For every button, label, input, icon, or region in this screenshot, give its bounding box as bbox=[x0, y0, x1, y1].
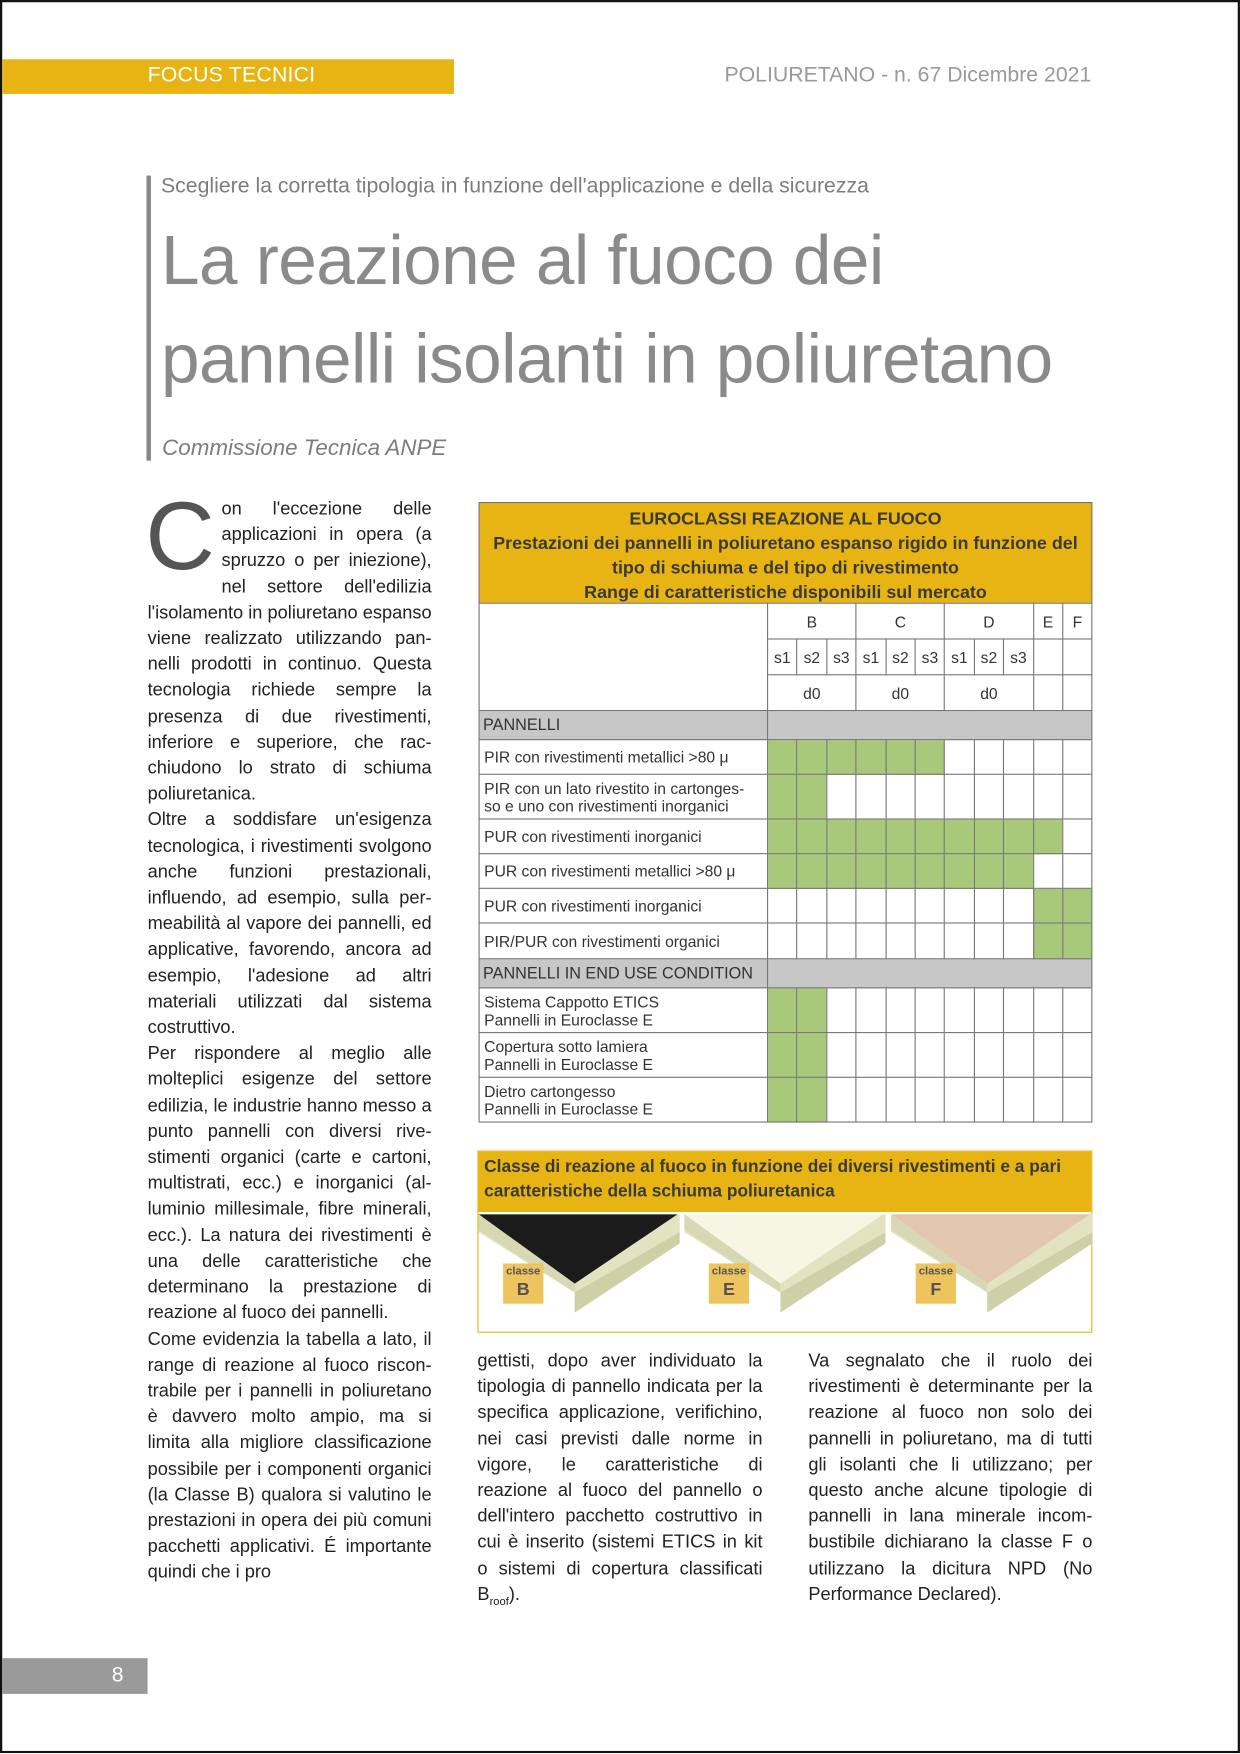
class-cell-filled bbox=[768, 1077, 798, 1122]
class-cell-empty bbox=[945, 740, 975, 775]
table-row bbox=[479, 923, 1092, 959]
class-cell-filled bbox=[945, 819, 975, 854]
class-cell-empty bbox=[886, 1033, 916, 1078]
class-cell-empty bbox=[768, 888, 798, 923]
class-cell-empty bbox=[945, 988, 975, 1033]
droplet-header: d0 bbox=[945, 675, 1034, 711]
table-row bbox=[479, 603, 1092, 639]
section-fill bbox=[768, 711, 1093, 740]
class-cell-empty bbox=[974, 988, 1004, 1033]
class-cell-filled bbox=[768, 1033, 798, 1078]
class-cell-empty bbox=[827, 1077, 857, 1122]
class-cell-empty bbox=[1063, 988, 1093, 1033]
paragraph: Come evidenzia la tabella a lato, il range di reazione al fuoco riscontrabile per i pannelli in poliuretano è davvero molto ampio, ma si limita alla migliore classificazione possibile per i componenti organici (la Classe B) qualora si valutino le prestazioni in opera dei più comuni pacchetti applicativi. É importante quindi che i pro bbox=[147, 1328, 432, 1583]
table-row bbox=[479, 1033, 1092, 1078]
class-cell-empty bbox=[945, 774, 975, 819]
class-cell-filled bbox=[945, 854, 975, 889]
class-cell-empty bbox=[1063, 1033, 1093, 1078]
section-fill bbox=[768, 959, 1093, 988]
class-cell-filled bbox=[1033, 888, 1063, 923]
paragraph: Oltre a soddisfare un'esigenza tecnologica, i rivestimenti svolgono anche funzioni prestazionali, influendo, ad esempio, sulla permeabilità al vapore dei pannelli, ed applicative, favorendo, ancora ad esempio, l'adesione ad altri materiali utilizzati dal sistema costruttivo. bbox=[147, 809, 432, 1038]
class-cell-empty bbox=[1063, 774, 1093, 819]
class-badge bbox=[709, 1263, 749, 1303]
badge-letter: B bbox=[516, 1280, 530, 1300]
section-label: FOCUS TECNICI bbox=[147, 63, 316, 88]
badge-caption: classe bbox=[711, 1265, 747, 1278]
class-cell-filled bbox=[886, 819, 916, 854]
class-cell-filled bbox=[1004, 854, 1034, 889]
class-cell-empty bbox=[1004, 1077, 1034, 1122]
class-cell-filled bbox=[768, 740, 798, 775]
class-cell-empty bbox=[974, 774, 1004, 819]
table-row bbox=[479, 774, 1092, 819]
table-title: EUROCLASSI REAZIONE AL FUOCO bbox=[629, 509, 942, 529]
class-cell-filled bbox=[797, 1033, 827, 1078]
class-header: C bbox=[856, 603, 945, 639]
class-cell-filled bbox=[797, 774, 827, 819]
class-cell-filled bbox=[886, 854, 916, 889]
paragraph: Va segnalato che il ruolo dei rivestimenti è determinante per la reazione al fuoco non solo dei pannelli in poliuretano, ma di tutti gli isolanti che li utilizzano; per questo anche alcune tipologie di pannelli in lana minerale incombustibile dichiarano la classe F o utilizzano la dicitura NPD (No Performance Declared). bbox=[808, 1350, 1093, 1605]
title-rule bbox=[146, 176, 150, 461]
class-cell-filled bbox=[768, 774, 798, 819]
table-cell bbox=[1063, 675, 1093, 711]
class-cell-filled bbox=[797, 854, 827, 889]
table-subtitle-line: Range di caratteristiche disponibili sul mercato bbox=[584, 583, 987, 603]
class-cell-empty bbox=[1033, 854, 1063, 889]
class-cell-filled bbox=[856, 854, 886, 889]
smoke-header: s2 bbox=[797, 639, 827, 675]
class-cell-filled bbox=[1004, 819, 1034, 854]
class-cell-empty bbox=[915, 888, 945, 923]
class-cell-empty bbox=[797, 888, 827, 923]
class-cell-empty bbox=[1033, 774, 1063, 819]
class-cell-filled bbox=[768, 988, 798, 1033]
smoke-header: s3 bbox=[827, 639, 857, 675]
class-cell-empty bbox=[945, 1033, 975, 1078]
row-label: Sistema Cappotto ETICS Pannelli in Euroclasse E bbox=[479, 988, 767, 1033]
row-label: Dietro cartongesso Pannelli in Euroclasse E bbox=[479, 1077, 767, 1122]
class-cell-filled bbox=[1063, 923, 1093, 959]
badge-caption: classe bbox=[506, 1265, 541, 1278]
class-cell-empty bbox=[1063, 740, 1093, 775]
class-cell-empty bbox=[827, 774, 857, 819]
class-cell-empty bbox=[915, 923, 945, 959]
badge-letter: E bbox=[723, 1280, 735, 1300]
row-label: PIR con rivestimenti metallici >80 μ bbox=[479, 740, 767, 775]
drop-cap: C bbox=[145, 483, 215, 591]
table-row bbox=[479, 959, 1092, 988]
class-cell-empty bbox=[945, 923, 975, 959]
class-cell-empty bbox=[768, 923, 798, 959]
class-badge bbox=[503, 1263, 543, 1303]
class-cell-empty bbox=[1033, 1077, 1063, 1122]
class-cell-empty bbox=[1004, 740, 1034, 775]
paragraph-text: gettisti, dopo aver individuato la tipologia di pannello indicata per la specifica applicazione, verifichino, nei casi previsti dalle norme in vigore, le caratteristiche di reazione al fuoco del pannello o dell'intero pacchetto costruttivo in cui è inserito (sistemi ETICS in kit o sistemi di copertura classificati B bbox=[477, 1350, 763, 1605]
class-badge bbox=[916, 1263, 956, 1303]
table-subtitle-line: Prestazioni dei pannelli in poliuretano espanso rigido in funzione del bbox=[493, 534, 1078, 554]
issue-label: POLIURETANO - n. 67 Dicembre 2021 bbox=[724, 63, 1092, 88]
class-cell-filled bbox=[827, 740, 857, 775]
row-label: PIR con un lato rivestito in cartonges- so e uno con rivestimenti inorganici bbox=[479, 774, 767, 819]
row-label: PIR/PUR con rivestimenti organici bbox=[479, 923, 767, 959]
paragraph bbox=[145, 483, 432, 807]
paragraph bbox=[477, 1348, 762, 1607]
paragraph: Per rispondere al meglio alle molteplici esigenze del settore edilizia, le industrie hanno messo a punto pannelli con diversi rivestimenti organici (carte e cartoni, multistrati, ecc.) e inorganici (alluminio millesimale, fibre minerali, ecc.). La natura dei rivestimenti è una delle caratteristiche che determinano la prestazione di reazione al fuoco dei pannelli. bbox=[147, 1043, 432, 1324]
title-line-2: pannelli isolanti in poliuretano bbox=[161, 320, 1053, 399]
coverings-figure bbox=[477, 1151, 1092, 1333]
class-cell-empty bbox=[1033, 740, 1063, 775]
class-cell-empty bbox=[915, 1033, 945, 1078]
text-column-3 bbox=[808, 1348, 1092, 1607]
class-cell-empty bbox=[1063, 854, 1093, 889]
text-column-1 bbox=[145, 483, 432, 1586]
corner-cell bbox=[479, 603, 767, 710]
class-cell-empty bbox=[1033, 1033, 1063, 1078]
class-cell-empty bbox=[915, 774, 945, 819]
class-cell-filled bbox=[1033, 819, 1063, 854]
class-cell-empty bbox=[1004, 774, 1034, 819]
class-cell-empty bbox=[856, 1077, 886, 1122]
class-header: E bbox=[1033, 603, 1063, 639]
smoke-header: s2 bbox=[886, 639, 916, 675]
class-cell-empty bbox=[886, 988, 916, 1033]
smoke-header: s2 bbox=[974, 639, 1004, 675]
class-cell-empty bbox=[1004, 1033, 1034, 1078]
class-cell-empty bbox=[1004, 988, 1034, 1033]
class-cell-filled bbox=[915, 740, 945, 775]
class-cell-filled bbox=[797, 988, 827, 1033]
table-row bbox=[479, 888, 1092, 923]
class-cell-empty bbox=[827, 1033, 857, 1078]
article-subtitle: Scegliere la corretta tipologia in funzione dell'applicazione e della sicurezza bbox=[161, 174, 869, 198]
class-cell-filled bbox=[856, 819, 886, 854]
euroclass-grid bbox=[479, 603, 1093, 1123]
paragraph-text: ). bbox=[508, 1584, 520, 1605]
class-cell-empty bbox=[886, 1077, 916, 1122]
class-cell-empty bbox=[1004, 888, 1034, 923]
class-cell-empty bbox=[856, 774, 886, 819]
table-row bbox=[479, 740, 1092, 775]
class-cell-empty bbox=[886, 923, 916, 959]
class-cell-empty bbox=[915, 988, 945, 1033]
table-row bbox=[479, 854, 1092, 889]
class-cell-empty bbox=[1063, 819, 1093, 854]
table-cell bbox=[1033, 675, 1063, 711]
table-row bbox=[479, 819, 1092, 854]
class-cell-empty bbox=[974, 740, 1004, 775]
text-column-2 bbox=[477, 1348, 762, 1607]
class-cell-filled bbox=[768, 819, 798, 854]
section-header: PANNELLI IN END USE CONDITION bbox=[479, 959, 767, 988]
class-cell-empty bbox=[974, 888, 1004, 923]
class-cell-empty bbox=[974, 1033, 1004, 1078]
class-cell-filled bbox=[797, 740, 827, 775]
smoke-header: s3 bbox=[1004, 639, 1034, 675]
badge-letter: F bbox=[930, 1280, 942, 1300]
figure-title: Classe di reazione al fuoco in funzione dei diversi rivestimenti e a pari caratteristiche della schiuma poliuretanica bbox=[479, 1152, 1092, 1212]
class-cell-empty bbox=[827, 988, 857, 1033]
table-row bbox=[479, 988, 1092, 1033]
table-cell bbox=[1063, 639, 1093, 675]
class-cell-filled bbox=[856, 740, 886, 775]
class-cell-filled bbox=[797, 819, 827, 854]
section-header: PANNELLI bbox=[479, 711, 767, 740]
paragraph-text: on l'eccezione delle applicazioni in opera (a spruzzo o per iniezione), nel settore dell'edilizia l'isolamento in poliuretano espanso viene realizzato utilizzando pannelli prodotti in continuo. Questa tecnologia richiede sempre la presenza di due rivestimenti, inferiore e superiore, che racchiudono lo strato di schiuma poliuretanica. bbox=[147, 498, 432, 805]
droplet-header: d0 bbox=[856, 675, 945, 711]
class-cell-filled bbox=[974, 819, 1004, 854]
panel-f bbox=[891, 1214, 1092, 1315]
title-line-1: La reazione al fuoco dei bbox=[161, 222, 884, 300]
class-cell-filled bbox=[974, 854, 1004, 889]
subscript: roof bbox=[489, 1595, 509, 1608]
smoke-header: s1 bbox=[945, 639, 975, 675]
table-header bbox=[479, 502, 1093, 603]
class-cell-empty bbox=[797, 923, 827, 959]
class-cell-empty bbox=[915, 1077, 945, 1122]
class-cell-empty bbox=[974, 923, 1004, 959]
badge-caption: classe bbox=[918, 1265, 953, 1278]
class-header: B bbox=[768, 603, 857, 639]
class-cell-filled bbox=[915, 819, 945, 854]
class-cell-filled bbox=[915, 854, 945, 889]
class-cell-filled bbox=[768, 854, 798, 889]
euroclass-table bbox=[479, 502, 1093, 1123]
row-label: PUR con rivestimenti inorganici bbox=[479, 888, 767, 923]
class-cell-empty bbox=[974, 1077, 1004, 1122]
class-cell-empty bbox=[886, 774, 916, 819]
class-cell-empty bbox=[945, 888, 975, 923]
row-label: PUR con rivestimenti metallici >80 μ bbox=[479, 854, 767, 889]
class-header: D bbox=[945, 603, 1034, 639]
class-cell-empty bbox=[856, 888, 886, 923]
class-cell-empty bbox=[1033, 988, 1063, 1033]
class-cell-empty bbox=[945, 1077, 975, 1122]
class-cell-filled bbox=[1063, 888, 1093, 923]
page-number: 8 bbox=[111, 1663, 124, 1688]
table-cell bbox=[1033, 639, 1063, 675]
droplet-header: d0 bbox=[768, 675, 857, 711]
row-label: PUR con rivestimenti inorganici bbox=[479, 819, 767, 854]
table-subtitle-line: tipo di schiuma e del tipo di rivestimento bbox=[612, 559, 959, 579]
panel-e bbox=[684, 1214, 885, 1315]
class-cell-empty bbox=[827, 923, 857, 959]
class-cell-empty bbox=[827, 888, 857, 923]
smoke-header: s3 bbox=[915, 639, 945, 675]
class-cell-filled bbox=[797, 1077, 827, 1122]
table-row bbox=[479, 1077, 1092, 1122]
class-cell-filled bbox=[827, 854, 857, 889]
class-cell-filled bbox=[1033, 923, 1063, 959]
smoke-header: s1 bbox=[856, 639, 886, 675]
page-number-bar bbox=[2, 1658, 147, 1694]
class-cell-empty bbox=[1004, 923, 1034, 959]
smoke-header: s1 bbox=[768, 639, 798, 675]
class-cell-empty bbox=[1063, 1077, 1093, 1122]
class-cell-empty bbox=[856, 988, 886, 1033]
class-header: F bbox=[1063, 603, 1093, 639]
article-title bbox=[161, 212, 1053, 409]
article-author: Commissione Tecnica ANPE bbox=[162, 436, 447, 461]
class-cell-empty bbox=[856, 1033, 886, 1078]
class-cell-filled bbox=[827, 819, 857, 854]
class-cell-filled bbox=[886, 740, 916, 775]
table-row bbox=[479, 711, 1092, 740]
row-label: Copertura sotto lamiera Pannelli in Euroclasse E bbox=[479, 1033, 767, 1078]
class-cell-empty bbox=[856, 923, 886, 959]
panel-b bbox=[479, 1214, 680, 1315]
class-cell-empty bbox=[886, 888, 916, 923]
